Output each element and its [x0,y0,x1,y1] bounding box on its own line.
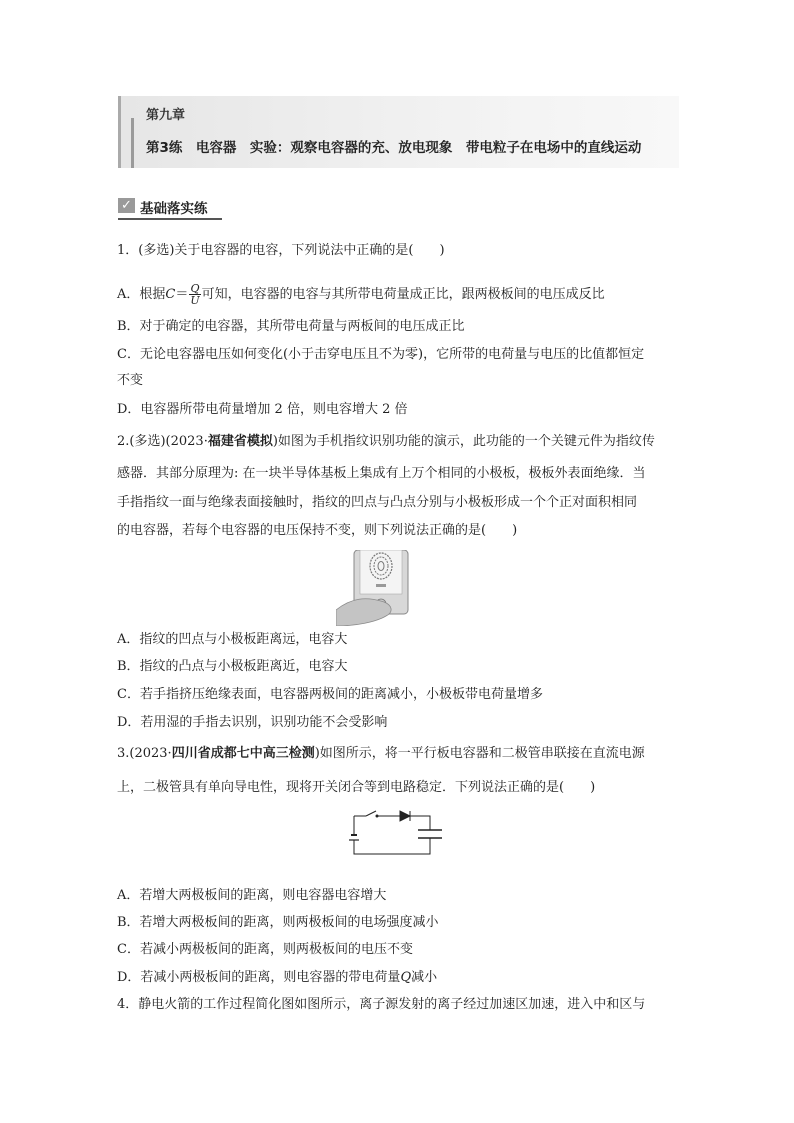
q3-line2: 上，二极管具有单向导电性，现将开关闭合等到电路稳定．下列说法正确的是( ) [117,780,596,795]
q2-option-d: D．若用湿的手指去识别，识别功能不会受影响 [117,715,388,730]
q3-option-b: B．若增大两极板间的距离，则两极板间的电场强度减小 [117,915,439,930]
q2-line4: 的电容器，若每个电容器的电压保持不变，则下列说法正确的是( ) [117,523,518,538]
diode-icon [400,811,410,821]
lesson-title: 第3练 电容器 实验：观察电容器的充、放电现象 带电粒子在电场中的直线运动 [146,140,642,156]
q1-option-b: B．对于确定的电容器，其所带电荷量与两板间的电压成正比 [117,319,465,334]
q2-line3: 手指指纹一面与绝缘表面接触时，指纹的凹点与凸点分别与小极板形成一个个正对面积相同 [117,495,638,510]
q2-option-c: C．若手指挤压绝缘表面，电容器两极间的距离减小，小极板带电荷量增多 [117,687,543,702]
q3-prefix: 3.(2023· [117,746,172,761]
q3-option-d [117,969,437,987]
section-heading [118,196,222,220]
q3-line1 [117,745,645,763]
q2-suffix: )如图为手机指纹识别功能的演示，此功能的一个关键元件为指纹传 [272,434,655,449]
q1-a-eq: ＝ [175,287,189,302]
q1-option-c-line1: C．无论电容器电压如何变化(小于击穿电压且不为零)，它所带的电荷量与电压的比值都恒定 [117,347,645,362]
q3-source: 四川省成都七中高三检测 [171,746,315,761]
q1-option-d: D．电容器所带电荷量增加 2 倍，则电容增大 2 倍 [117,402,408,417]
chapter-header-box [118,96,679,168]
q3-d-prefix: D．若减小两极板间的距离，则电容器的带电荷量 [117,970,401,985]
q1-a-fraction [189,283,200,306]
q2-line1 [117,433,655,451]
q1-a-var: C [165,287,176,302]
finger-icon [336,599,391,626]
q2-source: 福建省模拟 [207,434,273,449]
section-title: 基础落实练 [140,201,208,217]
q2-option-a: A．指纹的凹点与小极板距离远，电容大 [117,632,348,647]
q3-d-var: Q [400,970,412,985]
q2-prefix: 2.(多选)(2023· [117,434,208,449]
q3-option-c: C．若减小两极板间的距离，则两极板间的电压不变 [117,942,413,957]
fraction-numerator: Q [190,282,200,295]
q1-option-c-line2: 不变 [117,373,144,388]
chapter-title: 第九章 [146,108,186,123]
q1-stem: 1．(多选)关于电容器的电容，下列说法中正确的是( ) [117,243,445,258]
fraction-denominator: U [190,294,200,307]
q1-a-suffix: 可知，电容器的电容与其所带电荷量成正比，跟两极板间的电压成反比 [201,287,605,302]
check-icon: ✓ [118,198,135,213]
q4-line1: 4．静电火箭的工作过程简化图如图所示，离子源发射的离子经过加速区加速，进入中和区与 [117,997,646,1012]
q3-suffix: )如图所示，将一平行板电容器和二极管串联接在直流电源 [314,746,645,761]
switch-icon [366,811,376,816]
q3-option-a: A．若增大两极板间的距离，则电容器电容增大 [117,888,387,903]
q3-d-suffix: 减小 [411,970,438,985]
q2-option-b: B．指纹的凸点与小极板距离近，电容大 [117,659,348,674]
q1-a-prefix: A．根据 [117,287,166,302]
q2-line2: 感器．其部分原理为: 在一块半导体基板上集成有上万个相同的小极板，极板外表面绝缘．当 [117,466,646,481]
fingerprint-phone-image [336,550,426,626]
q1-option-a [117,283,605,306]
circuit-diagram [346,808,450,860]
